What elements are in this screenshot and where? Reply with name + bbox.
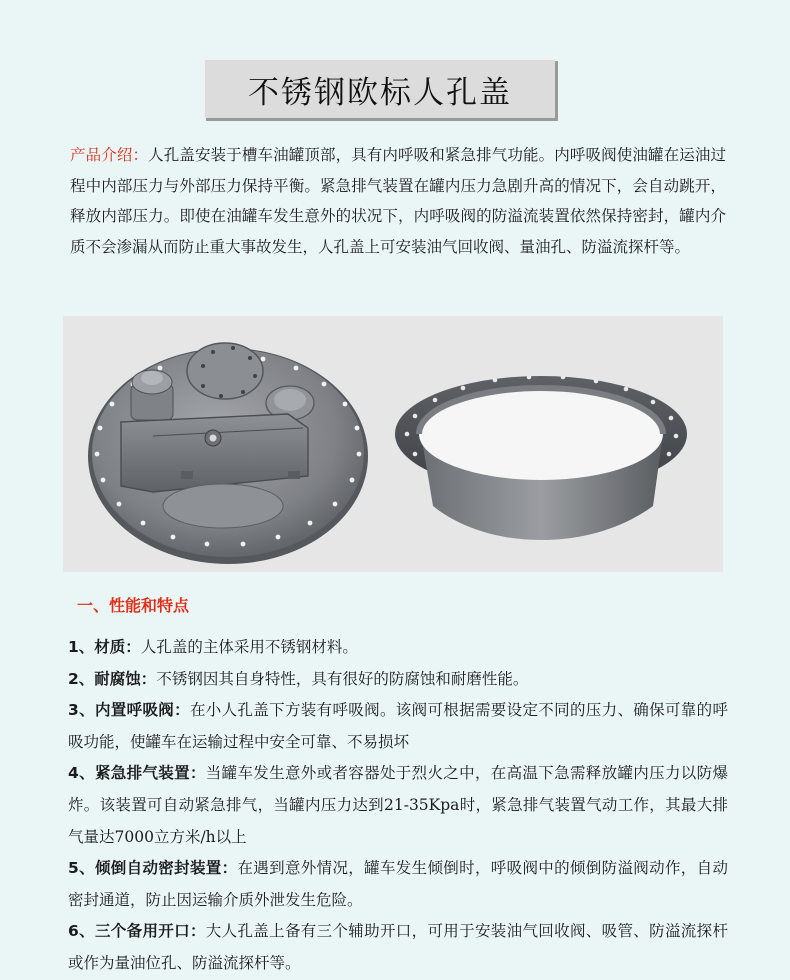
feature-text: 人孔盖的主体采用不锈钢材料。 <box>140 638 358 656</box>
manhole-lid <box>88 343 368 564</box>
feature-label: 2、耐腐蚀 <box>68 669 141 688</box>
feature-item: 3、内置呼吸阀：在小人孔盖下方装有呼吸阀。该阀可根据需要设定不同的压力、确保可靠的呼吸功能，使罐车在运输过程中安全可靠、不易损坏 <box>68 701 728 751</box>
feature-text: 不锈钢因其自身特性，具有很好的防腐蚀和耐磨性能。 <box>156 669 529 688</box>
feature-item: 2、耐腐蚀：不锈钢因其自身特性，具有很好的防腐蚀和耐磨性能。 <box>68 669 529 688</box>
feature-item: 5、倾倒自动密封装置：在遇到意外情况，罐车发生倾倒时，呼吸阀中的倾倒防溢阀动作，自动密封通道，防止因运输介质外泄发生危险。 <box>68 859 728 909</box>
product-intro <box>70 140 726 262</box>
intro-label: 产品介绍： <box>70 146 149 164</box>
feature-item: 6、三个备用开口：大人孔盖上备有三个辅助开口，可用于安装油气回收阀、吸管、防溢流探杆或作为量油位孔、防溢流探杆等。 <box>68 922 728 972</box>
feature-item: 1、材质：人孔盖的主体采用不锈钢材料。 <box>68 638 358 656</box>
manhole-cover-illustration <box>63 316 723 572</box>
feature-text: 当罐车发生意外或者容器处于烈火之中，在高温下急需释放罐内压力以防爆炸。该装置可自动紧急排气，当罐内压力达到21-35Kpa时，紧急排气装置气动工作，其最大排气量达7000立方米/h以上 <box>68 764 728 846</box>
page-title: 不锈钢欧标人孔盖 <box>203 58 555 118</box>
section-heading: 一、性能和特点 <box>77 596 190 615</box>
feature-text: 在遇到意外情况，罐车发生倾倒时，呼吸阀中的倾倒防溢阀动作，自动密封通道，防止因运输介质外泄发生危险。 <box>68 859 728 909</box>
feature-label: 3、内置呼吸阀 <box>68 701 175 720</box>
feature-label: 5、倾倒自动密封装置 <box>68 859 222 878</box>
feature-label: 1、材质 <box>68 638 126 656</box>
flange-ring <box>395 375 687 540</box>
feature-list <box>68 632 728 980</box>
feature-text: 大人孔盖上备有三个辅助开口，可用于安装油气回收阀、吸管、防溢流探杆或作为量油位孔、防溢流探杆等。 <box>68 922 728 972</box>
product-photo <box>63 316 723 572</box>
feature-text: 在小人孔盖下方装有呼吸阀。该阀可根据需要设定不同的压力、确保可靠的呼吸功能，使罐车在运输过程中安全可靠、不易损坏 <box>68 701 728 751</box>
intro-text: 人孔盖安装于槽车油罐顶部，具有内呼吸和紧急排气功能。内呼吸阀使油罐在运油过程中内部压力与外部压力保持平衡。紧急排气装置在罐内压力急剧升高的情况下，会自动跳开，释放内部压力。即使在油罐车发生意外的状况下，内呼吸阀的防溢流装置依然保持密封，罐内介质不会渗漏从而防止重大事故发生，人孔盖上可安装油气回收阀、量油孔、防溢流探杆等。 <box>70 146 726 256</box>
feature-label: 6、三个备用开口 <box>68 922 190 941</box>
feature-item: 4、紧急排气装置：当罐车发生意外或者容器处于烈火之中，在高温下急需释放罐内压力以防爆炸。该装置可自动紧急排气，当罐内压力达到21-35Kpa时，紧急排气装置气动工作，其最大排气量达7000立方米/h以上 <box>68 764 728 846</box>
feature-label: 4、紧急排气装置 <box>68 764 190 783</box>
